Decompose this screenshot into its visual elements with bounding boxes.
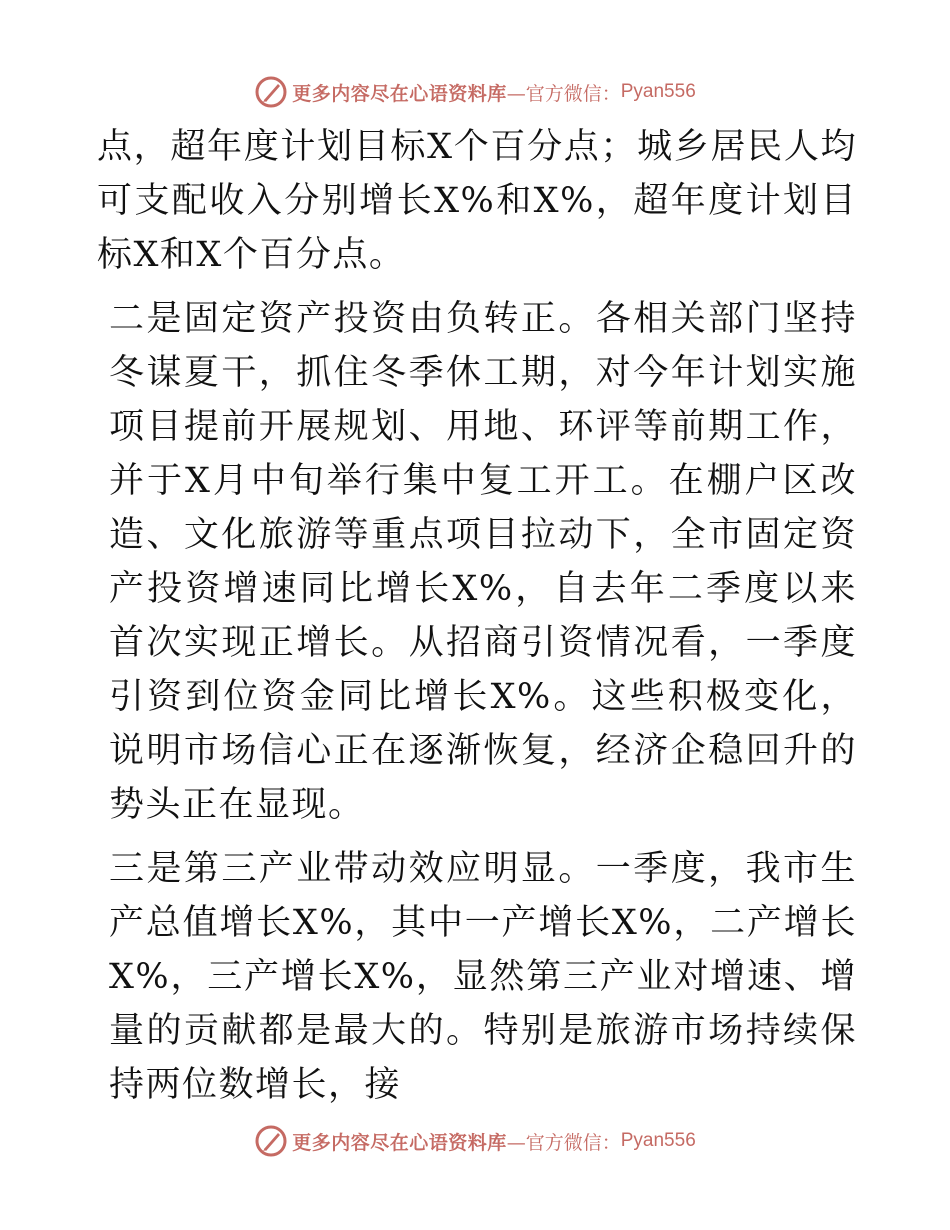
paragraph-2: 二是固定资产投资由负转正。各相关部门坚持冬谋夏干，抓住冬季休工期，对今年计划实施项目提前开展规划、用地、环评等前期工作，并于X月中旬举行集中复工开工。在棚户区改造、文化旅游等重点项目拉动下，全市固定资产投资增速同比增长X%，自去年二季度以来首次实现正增长。从招商引资情况看，一季度引资到位资金同比增长X%。这些积极变化，说明市场信心正在逐渐恢复，经济企稳回升的势头正在显现。 [109, 299, 857, 825]
watermark-text: 更多内容尽在心语资料库 [292, 82, 507, 105]
quill-logo-icon [254, 1124, 288, 1158]
watermark-text: 更多内容尽在心语资料库 [292, 1131, 507, 1154]
paragraph-1: 点，超年度计划目标X个百分点；城乡居民人均可支配收入分别增长X%和X%，超年度计划目标X和X个百分点。 [97, 127, 857, 275]
watermark-separator: —官方微信： [506, 82, 621, 105]
quill-logo-icon [254, 75, 288, 109]
watermark-separator: —官方微信： [506, 1131, 621, 1154]
watermark-wechat-id: Pyan556 [620, 1130, 696, 1151]
footer-watermark [0, 1121, 950, 1161]
watermark-wechat-id: Pyan556 [620, 81, 696, 102]
header-watermark [0, 72, 950, 112]
document-body [97, 120, 857, 1112]
paragraph-3: 三是第三产业带动效应明显。一季度，我市生产总值增长X%，其中一产增长X%，二产增长X%，三产增长X%，显然第三产业对增速、增量的贡献都是最大的。特别是旅游市场持续保持两位数增长，接 [109, 849, 857, 1105]
